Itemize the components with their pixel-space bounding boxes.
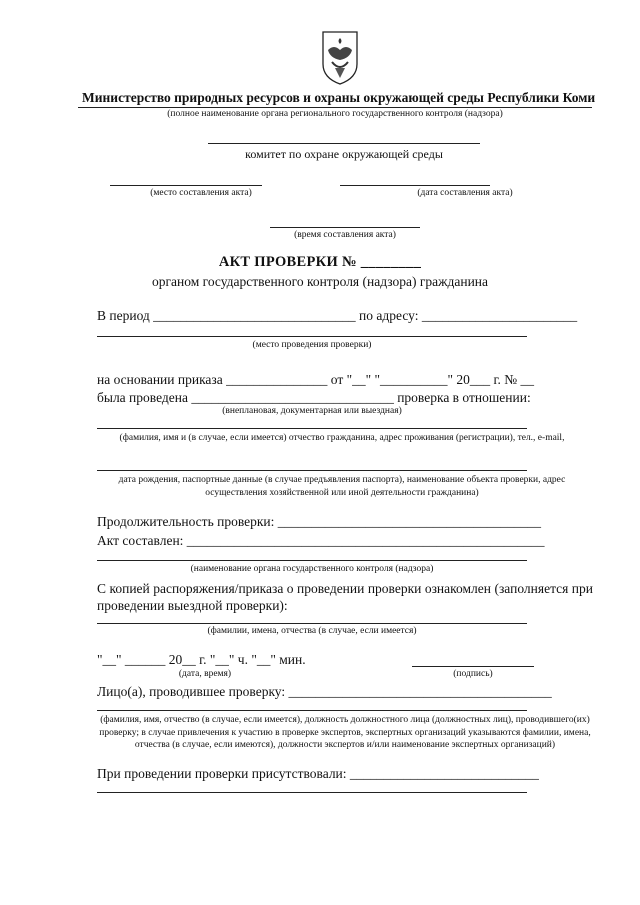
present-details-field[interactable] [97,792,527,793]
authority-field[interactable] [97,560,527,561]
place-caption: (место составления акта) [150,188,252,198]
datetime-caption: (дата, время) [178,669,232,679]
signature-caption: (подпись) [453,669,493,679]
date-field[interactable] [340,185,490,186]
time-field[interactable] [270,227,420,228]
committee-overline [208,143,480,144]
inspection-type-caption: (внеплановая, документарная или выездная) [222,406,402,416]
place-field[interactable] [110,185,262,186]
ministry-caption: (полное наименование органа регионального государственного контроля (надзора) [167,109,503,119]
inspector-line: Лицо(а), проводившее проверку: _______________________________________ [97,684,552,699]
inspector-details-field[interactable] [97,710,527,711]
signature-field[interactable] [412,666,534,667]
date-caption: (дата составления акта) [417,188,513,198]
committee-name: комитет по охране окружающей среды [245,147,443,161]
coat-of-arms-icon [320,28,360,86]
acquainted-caption: (фамилии, имена, отчества (в случае, если имеется) [207,626,417,636]
act-subtitle: органом государственного контроля (надзора) гражданина [151,274,489,289]
acquainted-text: С копией распоряжения/приказа о проведении проверки ознакомлен (заполняется при проведении выездной проверки): [97,581,593,613]
compiled-line: Акт составлен: _____________________________________________________ [97,533,545,548]
datetime-line: "__" ______ 20__ г. "__" ч. "__" мин. [97,652,306,667]
inspector-caption: (фамилия, имя, отчество (в случае, если имеется), должность должностного лица (должностных лиц), проводившего(их) проверку; в случае привлечения к участию в проверке экспертов, экспертных организаций указываются фамилии, имена, отчества (в случае, если имеются), должности экспертов и/или наименование экспертных организаций) [99,715,591,750]
address-continuation-field[interactable] [97,336,527,337]
citizen-field[interactable] [97,428,527,429]
conducted-line: была проведена ______________________________ проверка в отношении: [97,390,531,405]
citizen-caption: (фамилия, имя и (в случае, если имеется) отчество гражданина, адрес проживания (регистрации), тел., e-mail, [119,433,565,443]
period-line: В период ______________________________ по адресу: _______________________ [97,308,578,323]
act-title: АКТ ПРОВЕРКИ № ________ [218,254,422,270]
ministry-name: Министерство природных ресурсов и охраны окружающей среды Республики Коми [82,90,596,105]
authority-caption: (наименование органа государственного контроля (надзора) [190,564,434,574]
duration-line: Продолжительность проверки: _______________________________________ [97,514,542,529]
citizen-details-field[interactable] [97,470,527,471]
order-line: на основании приказа _______________ от "__" "__________" 20___ г. № __ [97,372,535,387]
ministry-underline [78,107,592,108]
acquainted-names-field[interactable] [97,623,527,624]
present-line: При проведении проверки присутствовали: ____________________________ [97,766,539,781]
citizen-details-caption: дата рождения, паспортные данные (в случае предъявления паспорта), наименование объекта проверки, адрес осуществления хозяйственной или иной деятельности гражданина) [118,475,566,498]
inspection-place-caption: (место проведения проверки) [252,340,372,350]
time-caption: (время составления акта) [294,230,396,240]
